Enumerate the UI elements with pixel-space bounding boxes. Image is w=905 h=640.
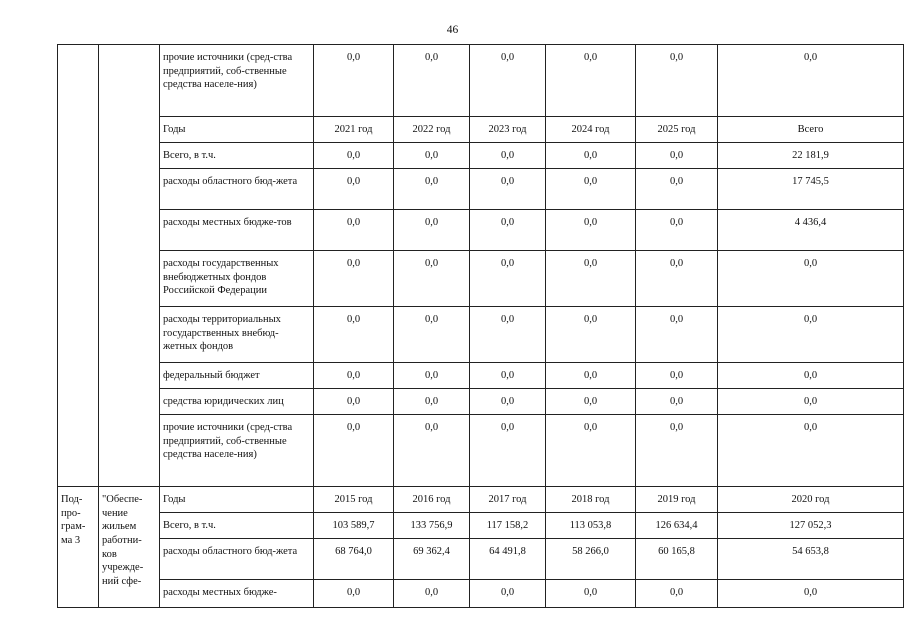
year-header: 2024 год [546, 117, 636, 143]
total-cell: 0,0 [718, 415, 904, 487]
value-cell: 0,0 [314, 169, 394, 210]
value-cell: 0,0 [394, 45, 470, 117]
value-cell: 0,0 [636, 210, 718, 251]
total-cell: 22 181,9 [718, 143, 904, 169]
table-row [58, 580, 904, 608]
value-cell: 60 165,8 [636, 539, 718, 580]
value-cell: 0,0 [636, 363, 718, 389]
source-label: Всего, в т.ч. [160, 143, 314, 169]
value-cell: 0,0 [546, 580, 636, 608]
year-header: 2016 год [394, 487, 470, 513]
value-cell: 0,0 [394, 143, 470, 169]
value-cell: 0,0 [636, 307, 718, 363]
value-cell: 0,0 [470, 363, 546, 389]
source-label: расходы местных бюдже-тов [160, 210, 314, 251]
table-row [58, 415, 904, 487]
value-cell: 0,0 [636, 389, 718, 415]
table-row [58, 389, 904, 415]
source-label: расходы территориальных государственных внебюд-жетных фондов [160, 307, 314, 363]
value-cell: 0,0 [636, 169, 718, 210]
value-cell: 0,0 [314, 415, 394, 487]
source-label: расходы государственных внебюджетных фондов Российской Федерации [160, 251, 314, 307]
total-cell: 0,0 [718, 45, 904, 117]
year-header-row [58, 117, 904, 143]
value-cell: 0,0 [394, 415, 470, 487]
value-cell: 0,0 [394, 251, 470, 307]
program-name-cell [99, 45, 160, 487]
value-cell: 0,0 [394, 389, 470, 415]
subprogram-title: "Обеспе-чение жильем работни-ков учрежде-ний сфе- [99, 487, 160, 608]
value-cell: 0,0 [314, 210, 394, 251]
year-header: 2022 год [394, 117, 470, 143]
value-cell: 0,0 [470, 169, 546, 210]
value-cell: 0,0 [394, 210, 470, 251]
year-header: 2025 год [636, 117, 718, 143]
value-cell: 0,0 [636, 251, 718, 307]
value-cell: 0,0 [394, 580, 470, 608]
year-header: 2020 год [718, 487, 904, 513]
value-cell: 117 158,2 [470, 513, 546, 539]
source-label: средства юридических лиц [160, 389, 314, 415]
value-cell: 0,0 [546, 307, 636, 363]
value-cell: 64 491,8 [470, 539, 546, 580]
total-header: Всего [718, 117, 904, 143]
value-cell: 0,0 [394, 307, 470, 363]
source-label: Всего, в т.ч. [160, 513, 314, 539]
total-cell: 4 436,4 [718, 210, 904, 251]
value-cell: 0,0 [546, 363, 636, 389]
source-label: расходы областного бюд-жета [160, 539, 314, 580]
value-cell: 0,0 [470, 251, 546, 307]
source-label: Годы [160, 117, 314, 143]
value-cell: 58 266,0 [546, 539, 636, 580]
value-cell: 0,0 [718, 580, 904, 608]
source-label: федеральный бюджет [160, 363, 314, 389]
total-cell: 0,0 [718, 363, 904, 389]
value-cell: 0,0 [546, 415, 636, 487]
source-label: Годы [160, 487, 314, 513]
table-row [58, 363, 904, 389]
value-cell: 0,0 [314, 580, 394, 608]
value-cell: 0,0 [636, 143, 718, 169]
value-cell: 0,0 [470, 143, 546, 169]
total-cell: 0,0 [718, 251, 904, 307]
value-cell: 0,0 [394, 169, 470, 210]
table-row [58, 539, 904, 580]
page-number: 46 [446, 24, 459, 36]
value-cell: 127 052,3 [718, 513, 904, 539]
value-cell: 0,0 [546, 45, 636, 117]
value-cell: 0,0 [636, 415, 718, 487]
total-cell: 17 745,5 [718, 169, 904, 210]
value-cell: 0,0 [546, 389, 636, 415]
table-row [58, 513, 904, 539]
table-row [58, 210, 904, 251]
value-cell: 126 634,4 [636, 513, 718, 539]
source-label: прочие источники (сред-ства предприятий, соб-ственные средства населе-ния) [160, 415, 314, 487]
value-cell: 0,0 [470, 307, 546, 363]
value-cell: 0,0 [314, 143, 394, 169]
value-cell: 113 053,8 [546, 513, 636, 539]
table-row [58, 45, 904, 117]
source-label: расходы областного бюд-жета [160, 169, 314, 210]
value-cell: 133 756,9 [394, 513, 470, 539]
program-cell [58, 45, 99, 487]
total-cell: 0,0 [718, 389, 904, 415]
value-cell: 69 362,4 [394, 539, 470, 580]
value-cell: 0,0 [314, 389, 394, 415]
year-header-row [58, 487, 904, 513]
year-header: 2021 год [314, 117, 394, 143]
value-cell: 0,0 [314, 251, 394, 307]
value-cell: 0,0 [636, 45, 718, 117]
value-cell: 0,0 [314, 363, 394, 389]
year-header: 2018 год [546, 487, 636, 513]
value-cell: 0,0 [394, 363, 470, 389]
value-cell: 0,0 [470, 580, 546, 608]
subprogram-number: Под-про-грам-ма 3 [58, 487, 99, 608]
table-row [58, 143, 904, 169]
table-row [58, 169, 904, 210]
table-row [58, 307, 904, 363]
value-cell: 0,0 [314, 45, 394, 117]
value-cell: 0,0 [546, 251, 636, 307]
value-cell: 0,0 [470, 415, 546, 487]
value-cell: 0,0 [636, 580, 718, 608]
value-cell: 0,0 [546, 169, 636, 210]
source-label: прочие источники (сред-ства предприятий, соб-ственные средства населе-ния) [160, 45, 314, 117]
value-cell: 0,0 [546, 143, 636, 169]
value-cell: 0,0 [470, 389, 546, 415]
value-cell: 0,0 [470, 210, 546, 251]
value-cell: 68 764,0 [314, 539, 394, 580]
value-cell: 54 653,8 [718, 539, 904, 580]
year-header: 2019 год [636, 487, 718, 513]
value-cell: 103 589,7 [314, 513, 394, 539]
table-row [58, 251, 904, 307]
value-cell: 0,0 [314, 307, 394, 363]
year-header: 2023 год [470, 117, 546, 143]
total-cell: 0,0 [718, 307, 904, 363]
value-cell: 0,0 [470, 45, 546, 117]
source-label: расходы местных бюдже- [160, 580, 314, 608]
value-cell: 0,0 [546, 210, 636, 251]
funding-table [57, 44, 904, 608]
year-header: 2015 год [314, 487, 394, 513]
year-header: 2017 год [470, 487, 546, 513]
